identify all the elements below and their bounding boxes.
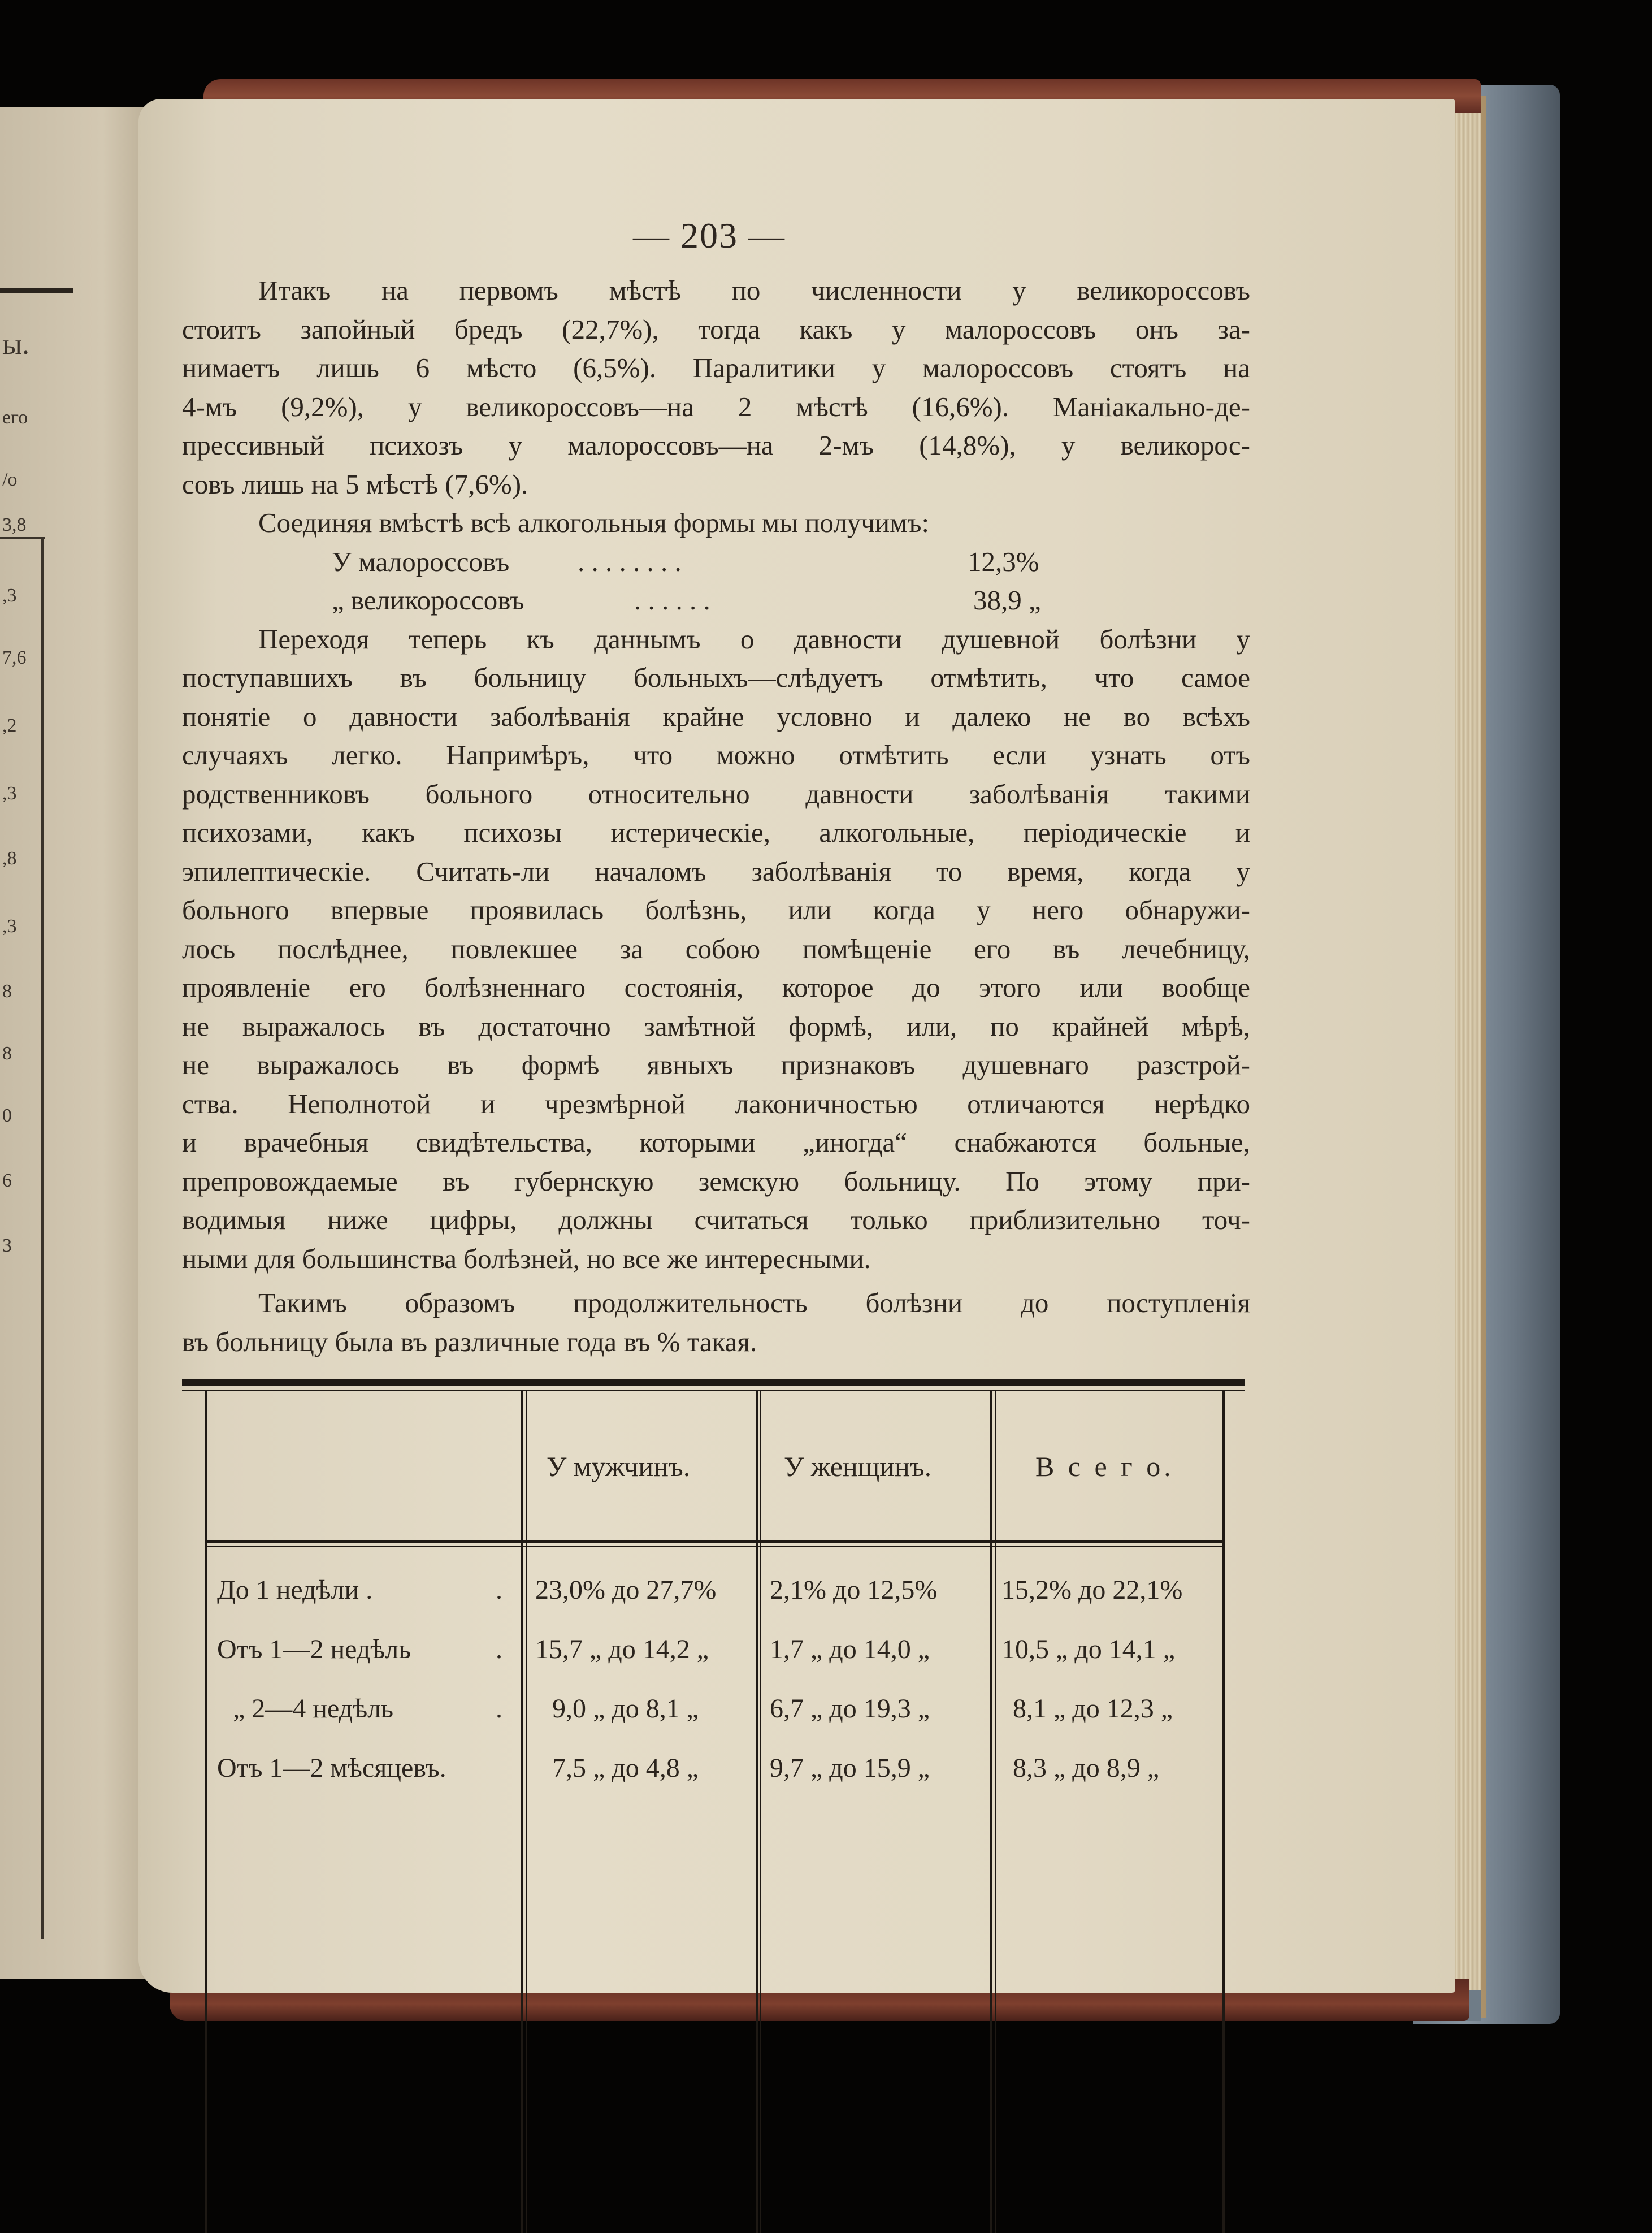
table-top-rule <box>182 1379 1245 1386</box>
paragraph-line: ства. Неполнотой и чрезмѣрной лаконичностью отличаются нерѣдко <box>182 1088 1250 1119</box>
cell-total: 10,5 „ до 14,1 „ <box>1001 1634 1176 1664</box>
cell-men: 23,0% до 27,7% <box>535 1575 717 1605</box>
paragraph-line: въ больницу была въ различные года въ % такая. <box>182 1326 757 1357</box>
cell-total: 8,3 „ до 8,9 „ <box>1013 1753 1160 1783</box>
summary-label: „ великороссовъ <box>332 585 524 616</box>
table-top-rule-thin <box>182 1390 1245 1391</box>
left-page-rule <box>0 288 73 293</box>
paragraph-line: случаяхъ легко. Напримѣръ, что можно отмѣтить если узнать отъ <box>182 739 1250 771</box>
left-facing-page <box>0 107 147 1979</box>
paragraph-line: стоитъ запойный бредъ (22,7%), тогда какъ у малороссовъ онъ за- <box>182 313 1250 345</box>
cell-total: 15,2% до 22,1% <box>1001 1575 1183 1605</box>
cell-women: 2,1% до 12,5% <box>770 1575 938 1605</box>
cell-total: 8,1 „ до 12,3 „ <box>1013 1694 1173 1724</box>
left-fragment: ,3 <box>2 916 17 937</box>
left-fragment: ,3 <box>2 585 17 606</box>
page-number: — 203 — <box>633 215 786 256</box>
summary-row <box>182 581 1250 620</box>
table-column-divider <box>995 1391 996 2233</box>
summary-dots: . . . . . . <box>634 585 710 616</box>
duration-table <box>182 1379 1245 2233</box>
summary-value: 12,3% <box>968 546 1039 577</box>
paragraph-line: не выражалось въ формѣ явныхъ признаковъ душевнаго разстрой- <box>182 1049 1250 1080</box>
paragraph-line: Такимъ образомъ продолжительность болѣзни до поступленія <box>258 1287 1250 1318</box>
left-fragment: 8 <box>2 981 12 1002</box>
table-column-divider <box>990 1391 992 2233</box>
left-fragment: 6 <box>2 1170 12 1191</box>
table-border-right <box>1222 1391 1225 2233</box>
left-fragment: 0 <box>2 1105 12 1126</box>
paragraph-line: 4-мъ (9,2%), у великороссовъ—на 2 мѣстѣ (16,6%). Маніакально-де- <box>182 391 1250 422</box>
paragraph-line: психозами, какъ психозы истерическіе, алкогольные, періодическіе и <box>182 817 1250 848</box>
table-column-divider <box>760 1391 761 2233</box>
paragraph-line: совъ лишь на 5 мѣстѣ (7,6%). <box>182 468 528 500</box>
header-rule-thin <box>207 1546 1222 1547</box>
cell-women: 1,7 „ до 14,0 „ <box>770 1634 930 1664</box>
table-border-left <box>205 1391 207 2233</box>
paragraph-line: не выражалось въ достаточно замѣтной формѣ, или, по крайней мѣрѣ, <box>182 1010 1250 1042</box>
paragraph-line: больного впервые проявилась болѣзнь, или когда у него обнаружи- <box>182 894 1250 925</box>
paragraph-line: и врачебныя свидѣтельства, которыми „иногда“ снабжаются больные, <box>182 1127 1250 1158</box>
cell-women: 9,7 „ до 15,9 „ <box>770 1753 930 1783</box>
header-rule <box>207 1540 1222 1543</box>
row-label: „ 2—4 недѣль <box>233 1694 393 1724</box>
left-fragment: ы. <box>2 328 29 361</box>
paragraph-line: проявленіе его болѣзненнаго состоянія, которое до этого или вообще <box>182 972 1250 1003</box>
header-total: В с е г о. <box>1035 1451 1174 1482</box>
left-fragment: 8 <box>2 1043 12 1064</box>
paragraph-line: нимаетъ лишь 6 мѣсто (6,5%). Паралитики у малороссовъ стоятъ на <box>182 352 1250 383</box>
left-fragment: ,8 <box>2 848 17 869</box>
paragraph-line: Соединяя вмѣстѣ всѣ алкогольныя формы мы получимъ: <box>258 507 930 538</box>
paragraph-line: прессивный психозъ у малороссовъ—на 2-мъ (14,8%), у великорос- <box>182 430 1250 461</box>
page-body <box>182 271 1250 1361</box>
paragraph-line: родственниковъ больного относительно давности заболѣванія такими <box>182 778 1250 810</box>
row-label: До 1 недѣли . <box>217 1575 373 1605</box>
cell-men: 9,0 „ до 8,1 „ <box>552 1694 699 1724</box>
paragraph-line: Итакъ на первомъ мѣстѣ по численности у великороссовъ <box>258 275 1250 306</box>
paragraph-line: препровождаемые въ губернскую земскую больницу. По этому при- <box>182 1165 1250 1197</box>
left-page-rule <box>0 537 45 539</box>
table-column-divider <box>756 1391 758 2233</box>
cell-women: 6,7 „ до 19,3 „ <box>770 1694 930 1724</box>
left-fragment: ,2 <box>2 715 17 736</box>
paragraph-line: ными для большинства болѣзней, но все же интересными. <box>182 1243 871 1274</box>
left-fragment: 3 <box>2 1235 12 1256</box>
left-fragment: его <box>2 407 28 428</box>
row-label: Отъ 1—2 недѣль <box>217 1634 411 1664</box>
cell-men: 7,5 „ до 4,8 „ <box>552 1753 699 1783</box>
row-dot: . <box>496 1694 502 1724</box>
paragraph-line: эпилептическіе. Считать-ли началомъ заболѣванія то время, когда у <box>182 855 1250 887</box>
left-fragment: 3,8 <box>2 514 27 535</box>
paragraph-line: Переходя теперь къ даннымъ о давности душевной болѣзни у <box>258 623 1250 655</box>
row-dot: . <box>496 1575 502 1605</box>
paragraph-line: понятіе о давности заболѣванія крайне условно и далеко не во всѣхъ <box>182 700 1250 732</box>
paragraph-line: водимыя ниже цифры, должны считаться только приблизительно точ- <box>182 1204 1250 1235</box>
summary-dots: . . . . . . . . <box>578 546 682 577</box>
left-fragment: 7,6 <box>2 647 27 668</box>
left-fragment: /о <box>2 469 18 490</box>
paragraph-line: поступавшихъ въ больницу больныхъ—слѣдуетъ отмѣтить, что самое <box>182 662 1250 693</box>
row-dot: . <box>496 1634 502 1664</box>
summary-row <box>182 543 1250 582</box>
table-column-divider <box>526 1391 527 2233</box>
header-men: У мужчинъ. <box>547 1451 691 1482</box>
left-fragment: ,3 <box>2 783 17 804</box>
row-label: Отъ 1—2 мѣсяцевъ. <box>217 1753 446 1783</box>
cell-men: 15,7 „ до 14,2 „ <box>535 1634 709 1664</box>
paragraph-line: лось послѣднее, повлекшее за собою помѣщеніе его въ лечебницу, <box>182 933 1250 964</box>
summary-value: 38,9 „ <box>973 585 1041 616</box>
table-column-divider <box>521 1391 523 2233</box>
header-women: У женщинъ. <box>784 1451 932 1482</box>
summary-label: У малороссовъ <box>332 546 510 577</box>
left-table-line <box>41 537 44 1939</box>
